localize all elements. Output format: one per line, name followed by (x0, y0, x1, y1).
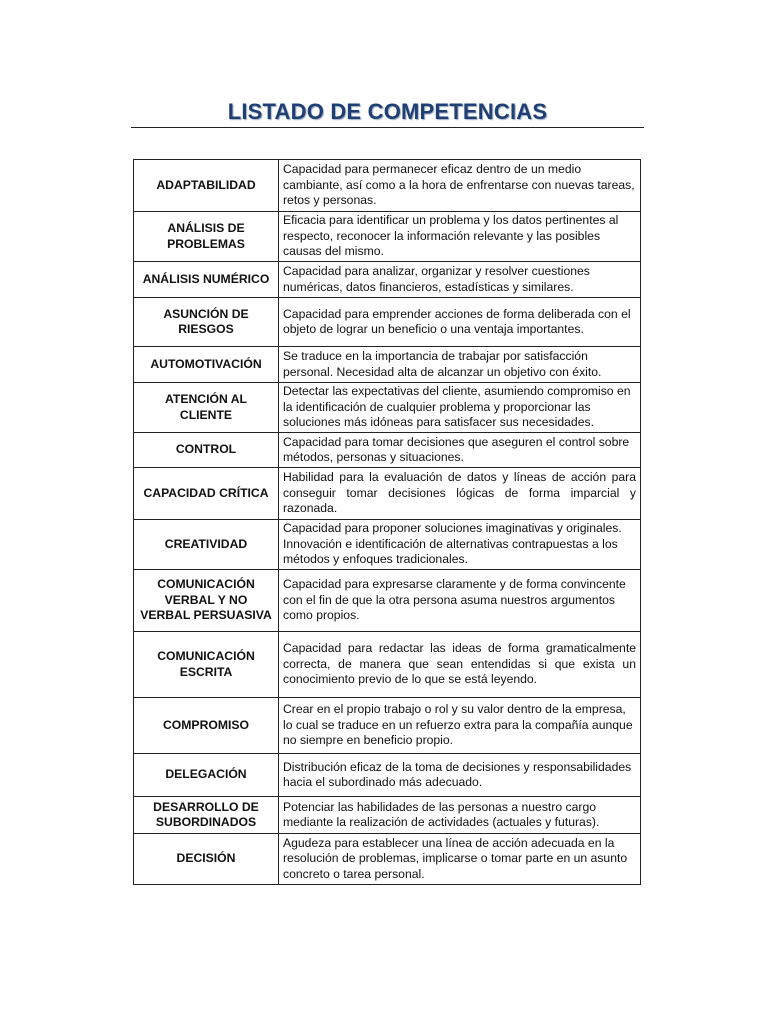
competency-term: ANÁLISIS NUMÉRICO (134, 262, 279, 298)
competency-term: CAPACIDAD CRÍTICA (134, 468, 279, 520)
table-row (134, 632, 641, 698)
competency-description: Capacidad para emprender acciones de forma deliberada con el objeto de lograr un beneficio o una ventaja importantes. (279, 298, 641, 347)
competency-description: Potenciar las habilidades de las personas a nuestro cargo mediante la realización de actividades (actuales y futuras). (279, 797, 641, 834)
table-row (134, 520, 641, 570)
table-row (134, 834, 641, 885)
competency-term: ADAPTABILIDAD (134, 160, 279, 212)
competency-description: Se traduce en la importancia de trabajar por satisfacción personal. Necesidad alta de alcanzar un objetivo con éxito. (279, 347, 641, 383)
title-underline (131, 127, 644, 128)
table-row (134, 754, 641, 797)
competency-description: Capacidad para analizar, organizar y resolver cuestiones numéricas, datos financieros, estadísticas y similares. (279, 262, 641, 298)
table-row (134, 383, 641, 433)
competency-description: Distribución eficaz de la toma de decisiones y responsabilidades hacia el subordinado más adecuado. (279, 754, 641, 797)
competency-description: Capacidad para permanecer eficaz dentro de un medio cambiante, así como a la hora de enfrentarse con nuevas tareas, retos y personas. (279, 160, 641, 212)
table-row (134, 570, 641, 632)
table-row (134, 797, 641, 834)
table-row (134, 298, 641, 347)
competency-description: Capacidad para redactar las ideas de forma gramaticalmente correcta, de manera que sean entendidas si que exista un conocimiento previo de lo que se está leyendo. (279, 632, 641, 698)
table-row (134, 212, 641, 262)
competency-term: COMUNICACIÓN VERBAL Y NO VERBAL PERSUASIVA (134, 570, 279, 632)
competency-term: ANÁLISIS DE PROBLEMAS (134, 212, 279, 262)
table-row (134, 347, 641, 383)
table-row (134, 262, 641, 298)
competency-term: ATENCIÓN AL CLIENTE (134, 383, 279, 433)
competency-term: DELEGACIÓN (134, 754, 279, 797)
competency-description: Habilidad para la evaluación de datos y líneas de acción para conseguir tomar decisiones lógicas de forma imparcial y razonada. (279, 468, 641, 520)
competency-term: ASUNCIÓN DE RIESGOS (134, 298, 279, 347)
competency-description: Agudeza para establecer una línea de acción adecuada en la resolución de problemas, implicarse o tomar parte en un asunto concreto o tarea personal. (279, 834, 641, 885)
table-row (134, 698, 641, 754)
competency-term: AUTOMOTIVACIÓN (134, 347, 279, 383)
competency-term: DECISIÓN (134, 834, 279, 885)
competency-description: Eficacia para identificar un problema y los datos pertinentes al respecto, reconocer la información relevante y las posibles causas del mismo. (279, 212, 641, 262)
competency-description: Capacidad para proponer soluciones imaginativas y originales. Innovación e identificación de alternativas contrapuestas a los métodos y enfoques tradicionales. (279, 520, 641, 570)
table-row (134, 433, 641, 468)
competency-description: Capacidad para tomar decisiones que aseguren el control sobre métodos, personas y situaciones. (279, 433, 641, 468)
competencies-table (133, 159, 641, 885)
competency-term: COMPROMISO (134, 698, 279, 754)
competency-term: DESARROLLO DE SUBORDINADOS (134, 797, 279, 834)
page-title: LISTADO DE COMPETENCIAS (227, 99, 548, 124)
competency-term: CREATIVIDAD (134, 520, 279, 570)
competency-term: COMUNICACIÓN ESCRITA (134, 632, 279, 698)
competency-description: Crear en el propio trabajo o rol y su valor dentro de la empresa, lo cual se traduce en un refuerzo extra para la compañía aunque no siempre en beneficio propio. (279, 698, 641, 754)
competency-description: Detectar las expectativas del cliente, asumiendo compromiso en la identificación de cualquier problema y proporcionar las soluciones más idóneas para satisfacer sus necesidades. (279, 383, 641, 433)
competency-description: Capacidad para expresarse claramente y de forma convincente con el fin de que la otra persona asuma nuestros argumentos como propios. (279, 570, 641, 632)
table-row (134, 160, 641, 212)
competency-term: CONTROL (134, 433, 279, 468)
table-row (134, 468, 641, 520)
